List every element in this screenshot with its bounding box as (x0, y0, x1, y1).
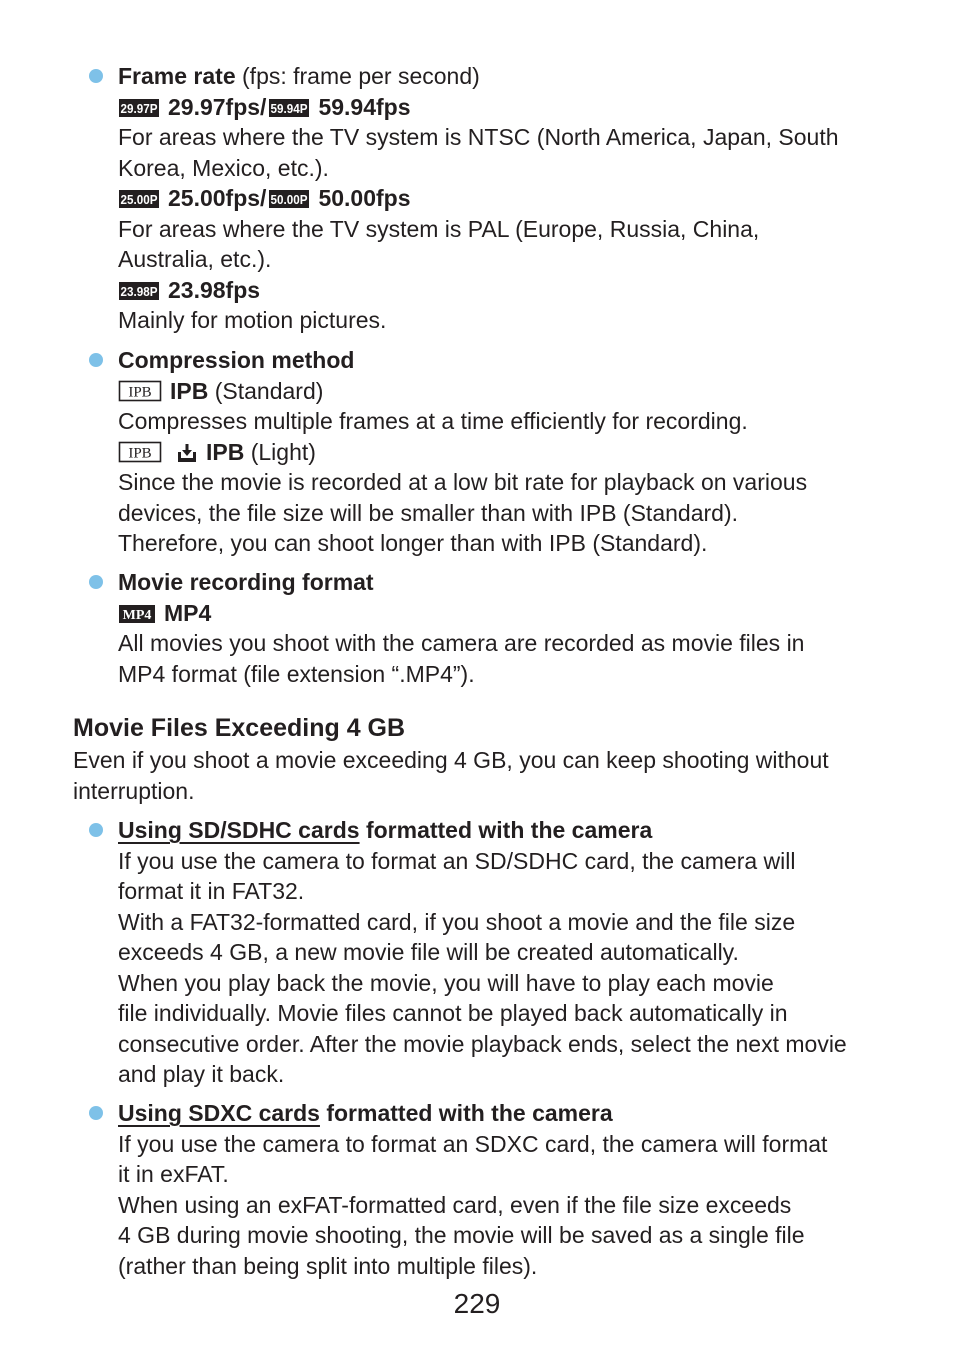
svg-text:IPB: IPB (128, 384, 152, 400)
frame-rate-section (118, 61, 888, 336)
ipb-light-desc-2: devices, the file size will be smaller than with IPB (Standard). (118, 499, 738, 526)
format-title: Movie recording format (118, 569, 374, 595)
sdhc-title-rest: formatted with the camera (359, 817, 653, 843)
ipb-light-desc-1: Since the movie is recorded at a low bit rate for playback on various (118, 469, 808, 495)
pal-label-1: 25.00fps/ (168, 185, 267, 211)
svg-text:25.00P: 25.00P (120, 193, 158, 207)
ntsc-desc-1: For areas where the TV system is NTSC (North America, Japan, South (118, 124, 839, 150)
sdxc-line: When using an exFAT-formatted card, even if the file size exceeds (118, 1191, 792, 1218)
ipb-light-desc-3: Therefore, you can shoot longer than with IPB (Standard). (118, 530, 708, 556)
frame-rate-title: Frame rate (118, 63, 236, 89)
sdhc-line: and play it back. (118, 1061, 285, 1087)
svg-text:29.97P: 29.97P (120, 101, 158, 116)
sdxc-line: (rather than being split into multiple files). (118, 1252, 538, 1279)
light-compression-icon (176, 443, 198, 463)
fps-23-98p-icon (118, 281, 160, 301)
svg-text:23.98P: 23.98P (120, 284, 158, 299)
sdhc-section (118, 815, 888, 1090)
fps-25-00p-icon (118, 189, 160, 209)
sdxc-title (118, 1098, 888, 1129)
ipb-light-line (118, 437, 888, 468)
svg-text:50.00P: 50.00P (270, 193, 308, 207)
mp4-desc-1: All movies you shoot with the camera are recorded as movie files in (118, 630, 805, 656)
sdhc-title (118, 815, 888, 846)
svg-text:IPB: IPB (128, 445, 152, 461)
film-label: 23.98fps (168, 276, 261, 303)
ipb-light-label: IPB (206, 438, 245, 465)
ipb-light-suffix: (Light) (244, 438, 316, 465)
sdxc-line: If you use the camera to format an SDXC card, the camera will format (118, 1130, 828, 1157)
sdhc-line: exceeds 4 GB, a new movie file will be created automatically. (118, 939, 739, 965)
bullet-icon (89, 575, 103, 589)
film-line (118, 275, 888, 306)
ipb-standard-line (118, 376, 888, 407)
fps-59-94p-icon (268, 98, 310, 118)
pal-line (118, 183, 888, 214)
ntsc-label-2: 59.94fps (318, 93, 411, 120)
intro-line-1: Even if you shoot a movie exceeding 4 GB, you can keep shooting without (73, 747, 829, 773)
ipb-icon (118, 380, 162, 402)
ipb-icon (118, 441, 162, 463)
fps-50-00p-icon (268, 189, 310, 209)
ipb-standard-suffix: (Standard) (208, 377, 324, 404)
sdhc-link[interactable]: Using SD/SDHC cards (118, 817, 360, 843)
pal-label-2: 50.00fps (318, 185, 411, 211)
ntsc-line (118, 92, 888, 123)
film-desc: Mainly for motion pictures. (118, 307, 387, 333)
sdhc-line: If you use the camera to format an SD/SDHC card, the camera will (118, 847, 796, 874)
sdxc-link[interactable]: Using SDXC cards (118, 1100, 320, 1126)
section-heading: Movie Files Exceeding 4 GB (73, 714, 406, 742)
sdhc-line: When you play back the movie, you will have to play each movie (118, 969, 774, 996)
mp4-label: MP4 (164, 599, 212, 626)
pal-desc-2: Australia, etc.). (118, 246, 272, 272)
sdxc-line: 4 GB during movie shooting, the movie will be saved as a single file (118, 1222, 805, 1248)
mp4-icon (118, 604, 156, 624)
bullet-icon (89, 823, 103, 837)
svg-text:MP4: MP4 (122, 607, 152, 623)
fps-29-97p-icon (118, 98, 160, 118)
sdxc-title-rest: formatted with the camera (319, 1100, 613, 1126)
ntsc-desc-2: Korea, Mexico, etc.). (118, 154, 329, 181)
frame-rate-title-line (118, 61, 888, 92)
intro-line-2: interruption. (73, 777, 195, 804)
bullet-icon (89, 69, 103, 83)
bullet-icon (89, 1106, 103, 1120)
compression-title: Compression method (118, 347, 355, 373)
section-intro (73, 745, 893, 806)
frame-rate-title-suffix: (fps: frame per second) (235, 63, 480, 89)
sdhc-line: With a FAT32-formatted card, if you shoot a movie and the file size (118, 908, 796, 935)
sdhc-line: format it in FAT32. (118, 878, 305, 904)
format-section (118, 567, 888, 689)
sdhc-line: consecutive order. After the movie playback ends, select the next movie (118, 1030, 847, 1057)
svg-text:59.94P: 59.94P (270, 101, 308, 116)
ipb-standard-label: IPB (170, 377, 209, 404)
compression-section (118, 345, 888, 559)
pal-desc-1: For areas where the TV system is PAL (Europe, Russia, China, (118, 215, 760, 242)
sdhc-line: file individually. Movie files cannot be played back automatically in (118, 1000, 788, 1026)
sdxc-section (118, 1098, 888, 1281)
mp4-desc-2: MP4 format (file extension “.MP4”). (118, 660, 475, 687)
sdxc-line: it in exFAT. (118, 1161, 229, 1187)
page-number: 229 (453, 1288, 501, 1319)
mp4-line (118, 598, 888, 629)
ipb-standard-desc: Compresses multiple frames at a time efficiently for recording. (118, 408, 748, 434)
ntsc-label-1: 29.97fps/ (168, 93, 267, 120)
bullet-icon (89, 353, 103, 367)
